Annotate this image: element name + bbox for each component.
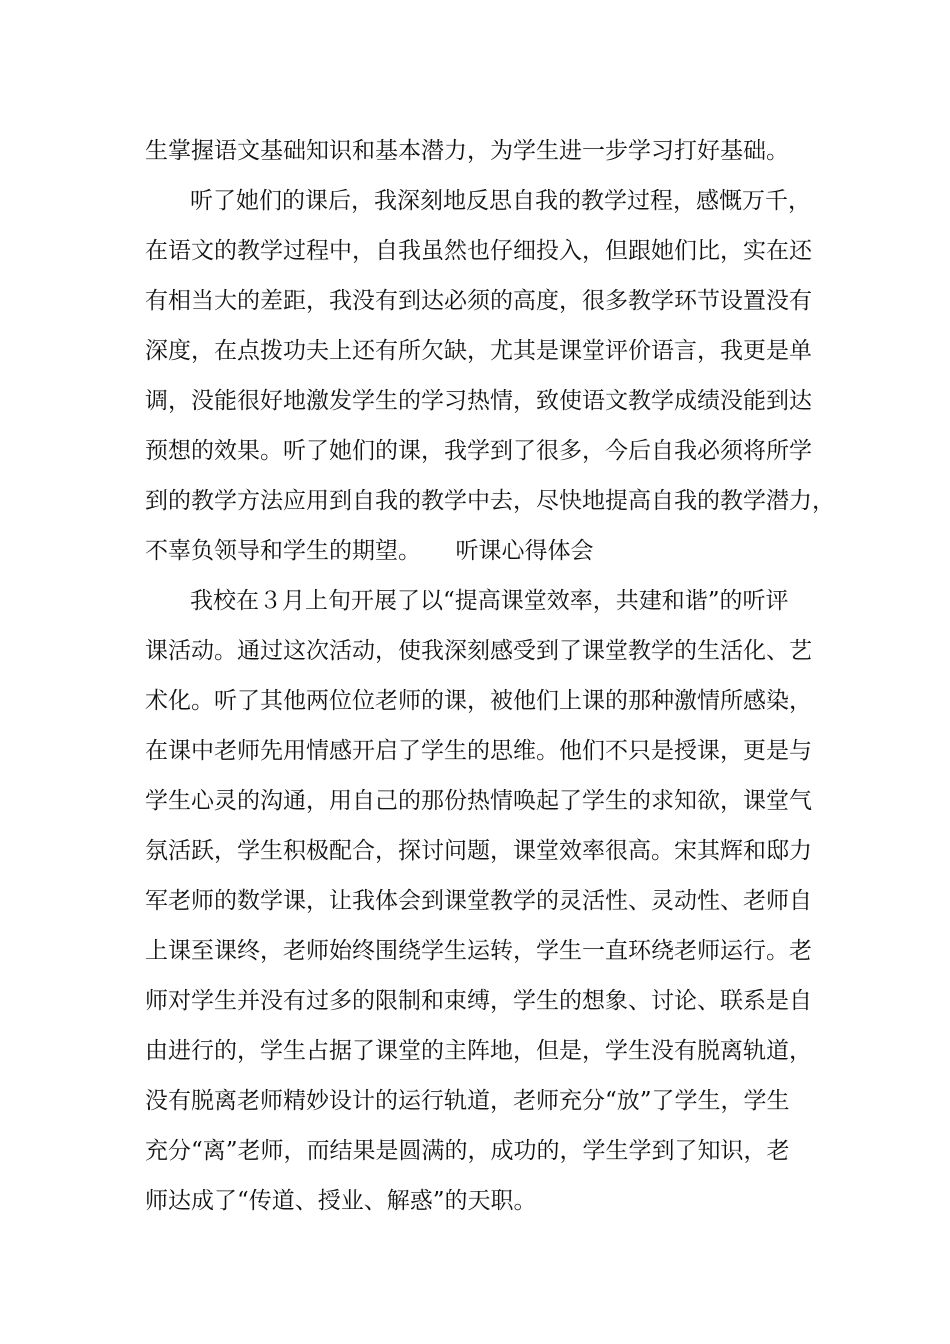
text-line: 学生心灵的沟通，用自己的那份热情唤起了学生的求知欲，课堂气 — [145, 788, 812, 814]
text-line: 有相当大的差距，我没有到达必须的高度，很多教学环节设置没有 — [145, 288, 812, 314]
text-line: 氛活跃，学生积极配合，探讨问题，课堂效率很高。宋其辉和邸力 — [145, 838, 812, 864]
text-line: 充分“离”老师，而结果是圆满的，成功的，学生学到了知识，老 — [145, 1138, 790, 1164]
text-line: 术化。听了其他两位位老师的课，被他们上课的那种激情所感染， — [145, 688, 812, 714]
text-line: 课活动。通过这次活动，使我深刻感受到了课堂教学的生活化、艺 — [145, 638, 812, 664]
text-line: 在语文的教学过程中，自我虽然也仔细投入，但跟她们比，实在还 — [145, 238, 812, 264]
text-line: 调，没能很好地激发学生的学习热情，致使语文教学成绩没能到达 — [145, 388, 812, 414]
text-line: 预想的效果。听了她们的课，我学到了很多，今后自我必须将所学 — [145, 438, 812, 464]
text-line: 由进行的，学生占据了课堂的主阵地，但是，学生没有脱离轨道， — [145, 1038, 812, 1064]
text-line: 不辜负领导和学生的期望。 听课心得体会 — [145, 538, 594, 564]
text-line: 上课至课终，老师始终围绕学生运转，学生一直环绕老师运行。老 — [145, 938, 812, 964]
text-line: 军老师的数学课，让我体会到课堂教学的灵活性、灵动性、老师自 — [145, 888, 812, 914]
text-line: 我校在３月上旬开展了以“提高课堂效率，共建和谐”的听评 — [190, 588, 789, 614]
text-line: 深度，在点拨功夫上还有所欠缺，尤其是课堂评价语言，我更是单 — [145, 338, 812, 364]
text-line: 生掌握语文基础知识和基本潜力，为学生进一步学习打好基础。 — [145, 138, 789, 164]
text-line: 到的教学方法应用到自我的教学中去，尽快地提高自我的教学潜力， — [145, 488, 835, 514]
text-line: 在课中老师先用情感开启了学生的思维。他们不只是授课，更是与 — [145, 738, 812, 764]
text-line: 师对学生并没有过多的限制和束缚，学生的想象、讨论、联系是自 — [145, 988, 812, 1014]
text-line: 听了她们的课后，我深刻地反思自我的教学过程，感慨万千， — [190, 188, 811, 214]
text-line: 没有脱离老师精妙设计的运行轨道，老师充分“放”了学生，学生 — [145, 1088, 790, 1114]
text-line: 师达成了“传道、授业、解惑”的天职。 — [145, 1188, 537, 1214]
